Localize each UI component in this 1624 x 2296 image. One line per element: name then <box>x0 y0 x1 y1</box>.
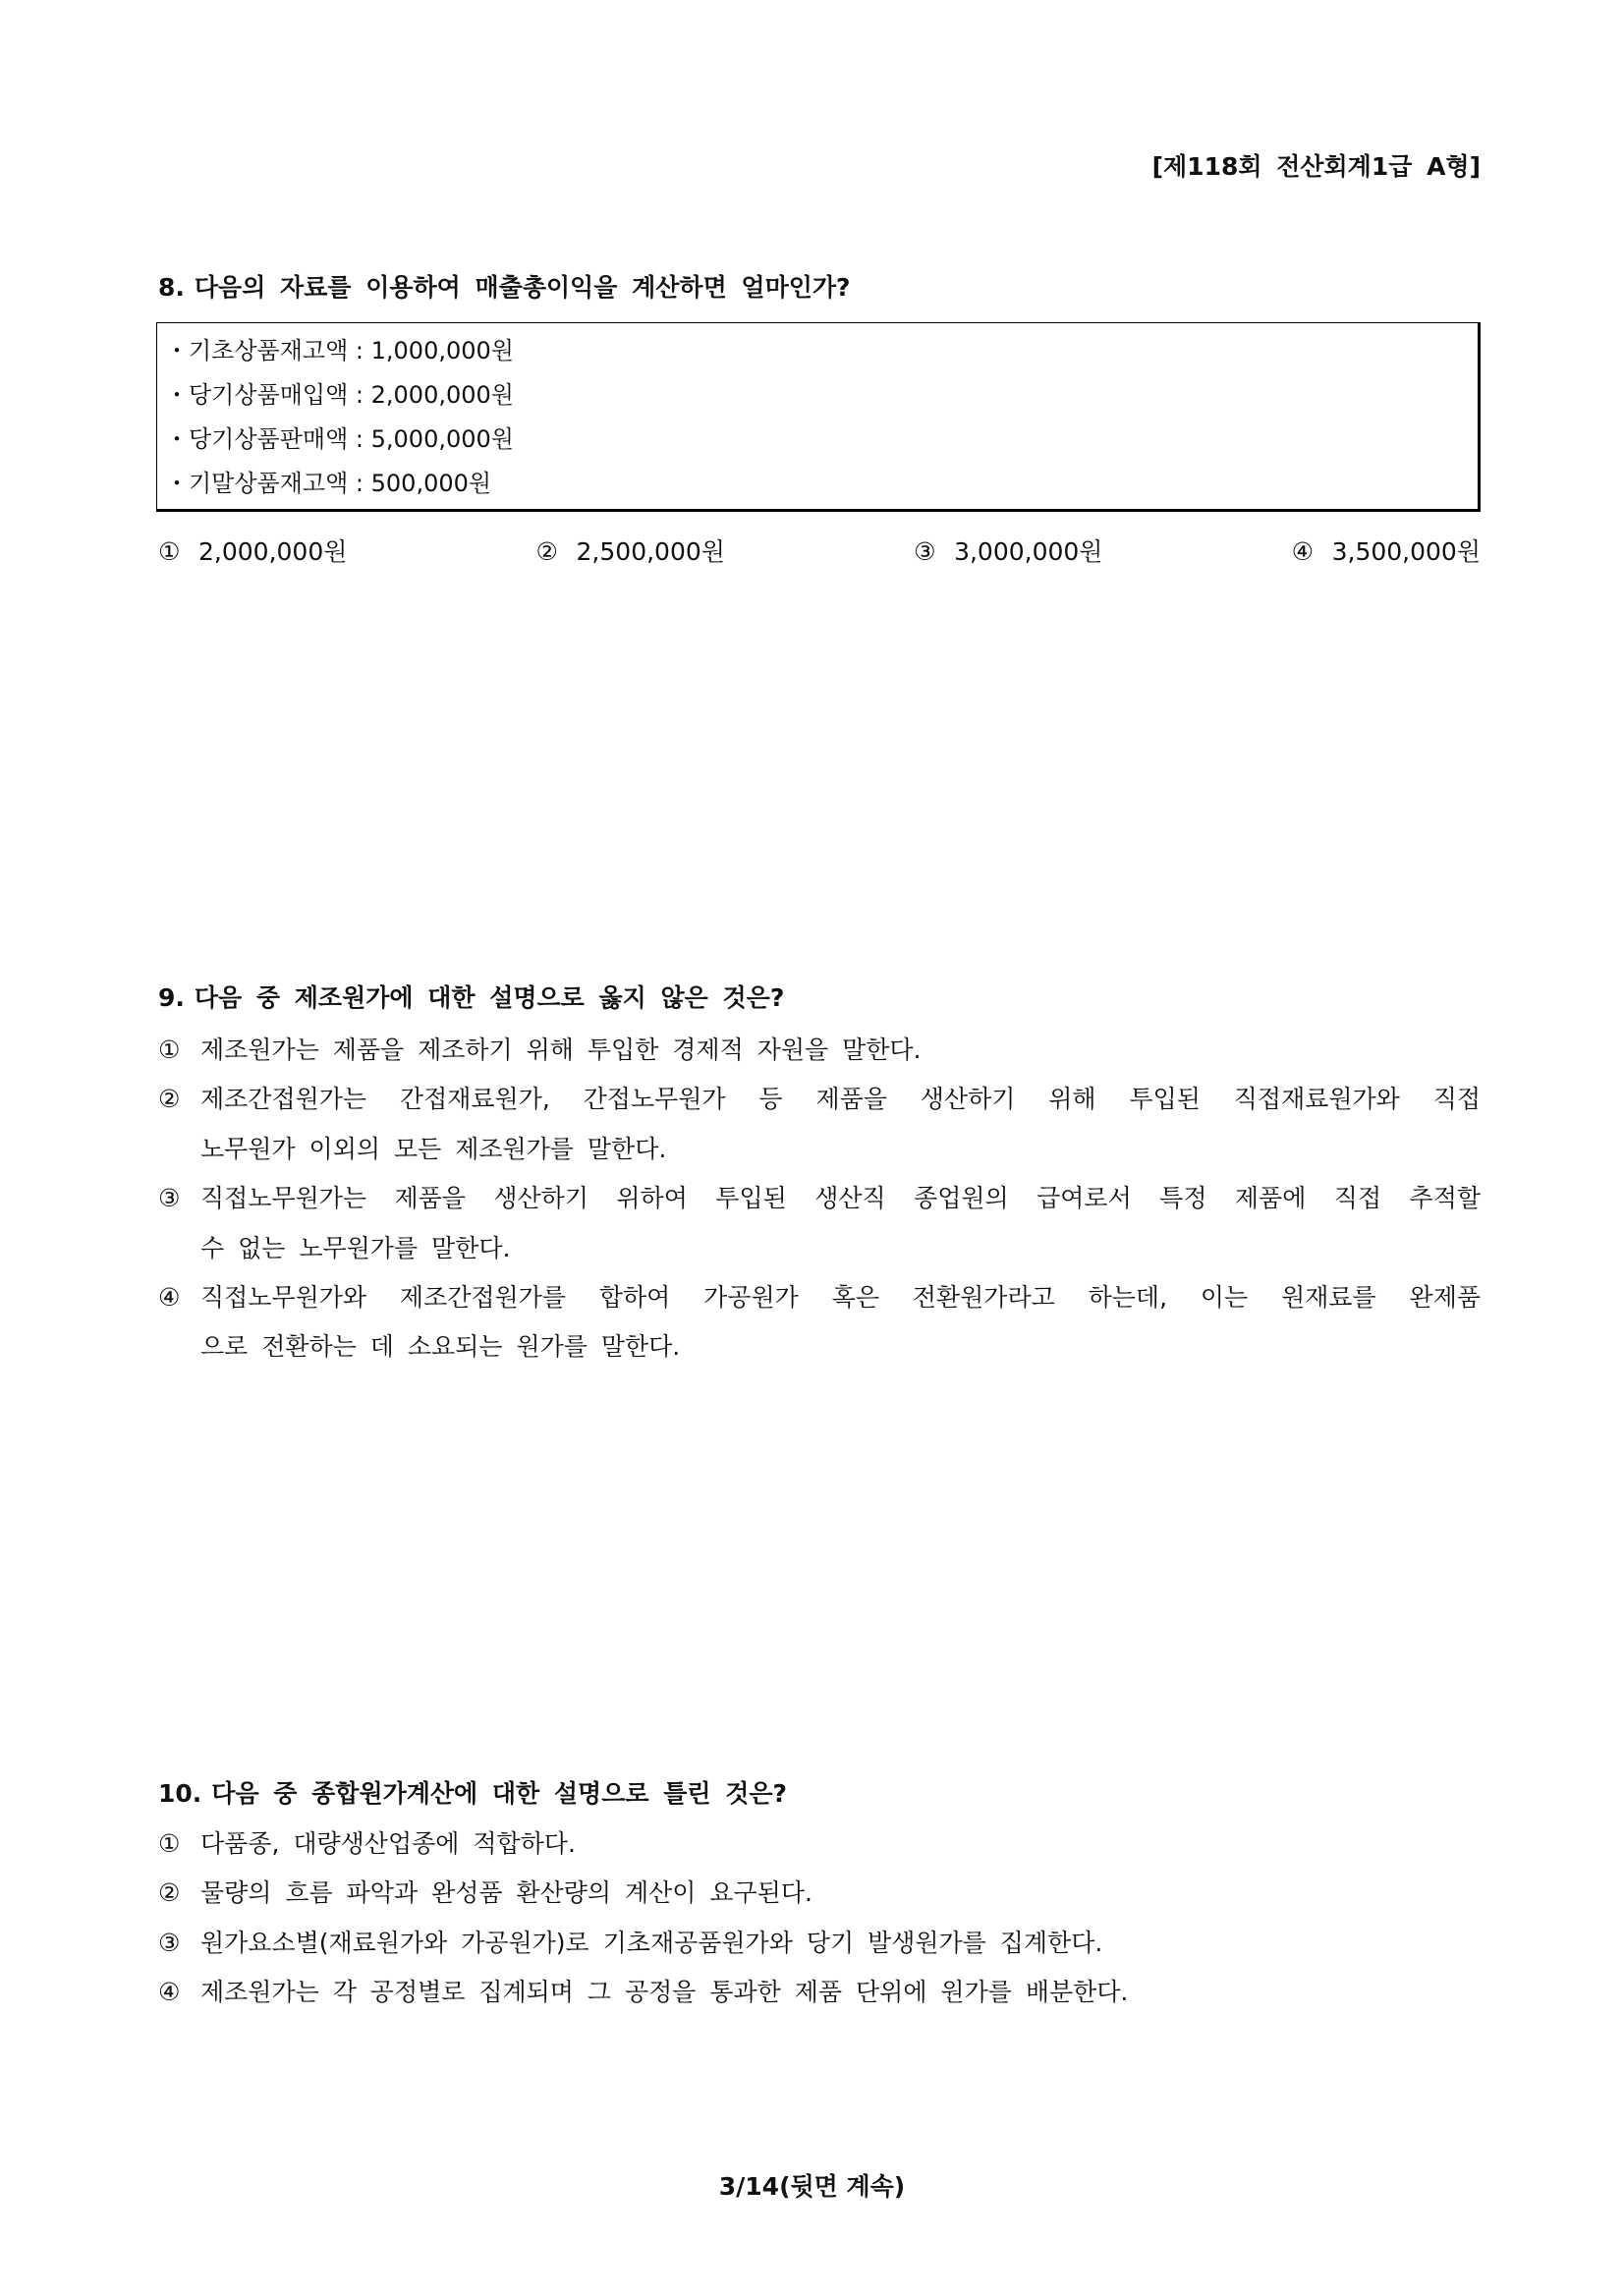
answer-option-4 <box>1292 528 1481 577</box>
option-text-line: 제조원가는 각 공정별로 집계되며 그 공정을 통과한 제품 단위에 원가를 배분한다. <box>200 1978 1129 2007</box>
option-marker: ② <box>535 537 558 566</box>
option-text <box>200 1075 1481 1174</box>
option-text <box>200 1869 1481 1918</box>
option-text-line: 물량의 흐름 파악과 완성품 환산량의 계산이 요구된다. <box>200 1878 812 1908</box>
data-box-line: ・기말상품재고액 : 500,000원 <box>165 470 492 497</box>
answer-option-3 <box>158 1919 1481 1968</box>
option-marker: ① <box>158 537 181 566</box>
option-text-line: 제조원가는 제품을 제조하기 위해 투입한 경제적 자원을 말한다. <box>200 1036 922 1064</box>
answer-option-1 <box>158 1026 1481 1075</box>
question-10-title <box>158 1769 1481 1819</box>
answer-option-4 <box>158 1968 1481 2017</box>
option-marker: ③ <box>914 537 936 566</box>
option-text-line: 노무원가 이외의 모든 제조원가를 말한다. <box>200 1134 667 1163</box>
answer-option-4 <box>158 1273 1481 1372</box>
question-text: 다음의 자료를 이용하여 매출총이익을 계산하면 얼마인가? <box>194 273 851 302</box>
option-text-line: 제조간접원가는 간접재료원가, 간접노무원가 등 제품을 생산하기 위해 투입된 직접재료원가와 직접 <box>200 1085 1481 1114</box>
option-text-line: 원가요소별(재료원가와 가공원가)로 기초재공품원가와 당기 발생원가를 집계한다. <box>200 1928 1103 1957</box>
answer-option-3 <box>914 528 1102 577</box>
exam-header-label: [제118회 전산회계1급 A형] <box>1151 152 1481 181</box>
question-text: 다음 중 종합원가계산에 대한 설명으로 틀린 것은? <box>211 1779 788 1808</box>
question-text: 다음 중 제조원가에 대한 설명으로 옳지 않은 것은? <box>194 983 785 1012</box>
option-text <box>200 1820 1481 1869</box>
question-8-data-box <box>156 322 1481 512</box>
data-box-line: ・당기상품판매액 : 5,000,000원 <box>165 425 514 453</box>
option-marker: ① <box>158 1829 181 1858</box>
answer-option-2 <box>158 1075 1481 1174</box>
option-marker: ④ <box>1291 537 1315 566</box>
option-marker: ④ <box>158 1282 181 1312</box>
question-number: 8. <box>158 273 185 302</box>
answer-option-3 <box>158 1174 1481 1273</box>
question-8-title <box>158 263 1481 312</box>
data-box-line: ・당기상품매입액 : 2,000,000원 <box>165 381 514 409</box>
option-marker: ① <box>158 1036 181 1064</box>
question-9-title <box>158 974 1481 1023</box>
option-marker: ② <box>158 1878 181 1908</box>
question-number: 10. <box>158 1779 202 1808</box>
option-marker: ④ <box>158 1978 181 2007</box>
question-8-options <box>158 528 1481 577</box>
answer-option-2 <box>536 528 725 577</box>
option-marker: ③ <box>158 1184 181 1213</box>
question-number: 9. <box>158 983 185 1012</box>
option-text-line: 수 없는 노무원가를 말한다. <box>200 1233 511 1262</box>
option-text <box>200 1026 1481 1075</box>
answer-option-1 <box>158 1820 1481 1869</box>
option-text: 3,000,000원 <box>954 537 1103 566</box>
question-10-options <box>158 1820 1481 2018</box>
data-box-line: ・기초상품재고액 : 1,000,000원 <box>165 337 514 364</box>
option-text-line: 다품종, 대량생산업종에 적합하다. <box>200 1829 576 1858</box>
option-text-line: 으로 전환하는 데 소요되는 원가를 말한다. <box>200 1332 681 1362</box>
option-text <box>200 1273 1481 1372</box>
answer-option-2 <box>158 1869 1481 1918</box>
option-marker: ③ <box>158 1928 181 1957</box>
answer-option-1 <box>158 528 347 577</box>
option-text <box>200 1968 1481 2017</box>
option-text <box>200 1919 1481 1968</box>
option-text: 2,000,000원 <box>198 537 348 566</box>
option-text-line: 직접노무원가는 제품을 생산하기 위하여 투입된 생산직 종업원의 급여로서 특정 제품에 직접 추적할 <box>200 1184 1481 1213</box>
option-text: 2,500,000원 <box>576 537 725 566</box>
option-text-line: 직접노무원가와 제조간접원가를 합하여 가공원가 혹은 전환원가라고 하는데, 이는 원재료를 완제품 <box>200 1282 1481 1312</box>
option-text: 3,500,000원 <box>1331 537 1481 566</box>
option-marker: ② <box>158 1085 181 1114</box>
option-text <box>200 1174 1481 1273</box>
question-9-options <box>158 1026 1481 1372</box>
page-footer: 3/14(뒷면 계속) <box>718 2172 906 2201</box>
